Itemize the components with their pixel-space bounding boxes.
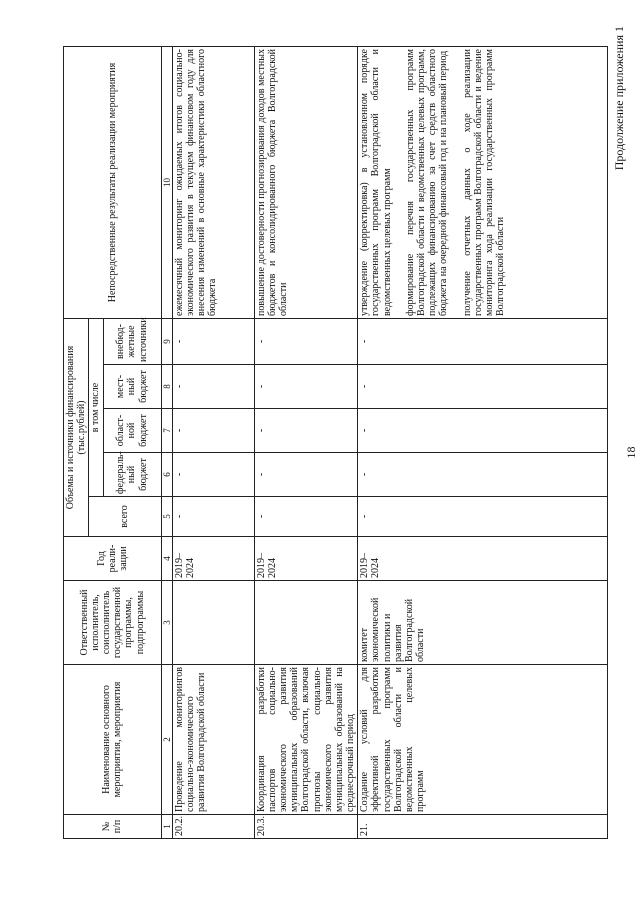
row-name: Проведение мониторингов социально-экономического развития Волгоградской области: [172, 665, 254, 815]
row-federal: -: [358, 453, 608, 497]
row-regional: -: [358, 409, 608, 453]
header-total: всего: [89, 497, 161, 537]
row-year: 2019–2024: [172, 537, 254, 581]
header-results: Непосредственные результаты реализации мероприятия: [64, 47, 162, 319]
continuation-label: Продолжение приложения 1: [612, 26, 626, 171]
row-result: ежемесячный мониторинг ожидаемых итогов социально-экономического развития в текущем финансовом году для внесения изменений в основные характеристики областного бюджета: [172, 47, 254, 319]
header-local: мест-ный бюджет: [103, 365, 161, 409]
row-local: -: [254, 365, 358, 409]
row-num: 21.: [358, 815, 608, 839]
row-regional: -: [172, 409, 254, 453]
header-in-that: в том числе: [89, 319, 103, 497]
header-executor: Ответственный исполнитель, соисполнитель государственной программы, подпрограммы: [64, 581, 162, 665]
row-extra: -: [172, 319, 254, 365]
row-name: Создание условий для эффективной разработки государственных программ Волгоградской области и ведомственных целевых программ: [358, 665, 608, 815]
result-item: формирование перечня государственных программ Волгоградской области и ведомственных целевых программ, подлежащих финансированию за счет средств областного бюджета на очередной финансовый год и на плановый период: [404, 49, 450, 316]
row-result: повышение достоверности прогнозирования доходов местных бюджетов и консолидированного бюджета Волгоградской области: [254, 47, 358, 319]
header-year: Год реали-зации: [64, 537, 162, 581]
header-funding: Объемы и источники финансирования (тыс.рублей): [64, 319, 89, 537]
header-regional: област-ной бюджет: [103, 409, 161, 453]
col-number: 1: [161, 815, 172, 839]
program-table: [63, 46, 608, 839]
col-number: 8: [161, 365, 172, 409]
row-local: -: [172, 365, 254, 409]
row-federal: -: [254, 453, 358, 497]
header-name: Наименование основного мероприятия, мероприятия: [64, 665, 162, 815]
row-total: -: [254, 497, 358, 537]
row-total: -: [172, 497, 254, 537]
row-executor: [172, 581, 254, 665]
result-item: утверждение (корректировка) в установленном порядке государственных программ Волгоградской области и ведомственных целевых программ: [359, 49, 393, 316]
col-number: 6: [161, 453, 172, 497]
row-num: 20.3.: [254, 815, 358, 839]
row-extra: -: [358, 319, 608, 365]
row-federal: -: [172, 453, 254, 497]
row-executor: [254, 581, 358, 665]
page-number: 18: [624, 446, 638, 459]
col-number: 9: [161, 319, 172, 365]
table-row: [358, 47, 608, 839]
col-number: 3: [161, 581, 172, 665]
row-extra: -: [254, 319, 358, 365]
row-local: -: [358, 365, 608, 409]
row-total: -: [358, 497, 608, 537]
col-number: 10: [161, 47, 172, 319]
row-results: [358, 47, 608, 319]
header-federal: федераль-ный бюджет: [103, 453, 161, 497]
row-regional: -: [254, 409, 358, 453]
row-executor: комитет экономической политики и развития Волгоградской области: [358, 581, 608, 665]
col-number: 5: [161, 497, 172, 537]
row-year: 2019–2024: [358, 537, 608, 581]
table-row: [254, 47, 358, 839]
table-row: [172, 47, 254, 839]
row-num: 20.2.: [172, 815, 254, 839]
row-year: 2019–2024: [254, 537, 358, 581]
header-extra: внебюд-жетные источники: [103, 319, 161, 365]
col-number: 2: [161, 665, 172, 815]
row-name: Координация разработки паспортов социально-экономического развития муниципальных образований Волгоградской области, включая прогнозы социально-экономического развития муниципальных образований на среднесрочный период: [254, 665, 358, 815]
col-number: 4: [161, 537, 172, 581]
result-item: получение отчетных данных о ходе реализации государственных программ Волгоградской области и ведение мониторинга хода реализации государственных программ Волгоградской области: [461, 49, 507, 316]
col-number: 7: [161, 409, 172, 453]
header-num: № п/п: [64, 815, 162, 839]
